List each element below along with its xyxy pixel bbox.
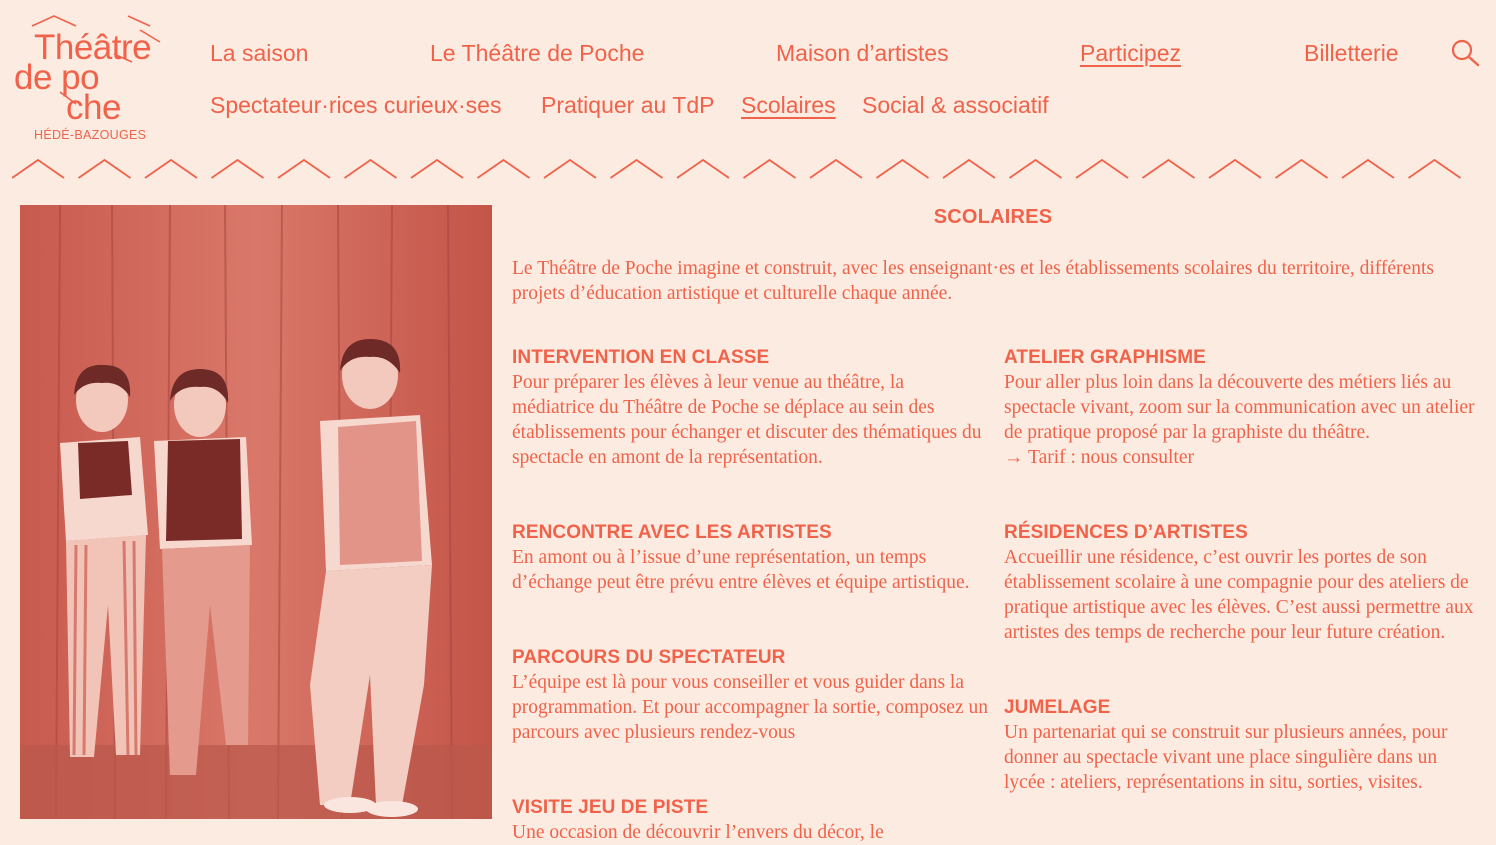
nav-billetterie[interactable]: Billetterie [1304,40,1399,66]
section-tarif: → Tarif : nous consulter [1004,447,1194,468]
subnav-scolaires[interactable]: Scolaires [741,92,836,118]
zigzag-chevron [611,160,663,178]
nav-maison-artistes[interactable]: Maison d’artistes [776,40,949,66]
section-text: L’équipe est là pour vous conseiller et vous guider dans la programmation. Et pour accompagner la sortie, composez un parcours avec plusieurs rendez-vous [512,672,988,743]
zigzag-chevron [877,160,929,178]
zigzag-chevron [411,160,463,178]
section-title: INTERVENTION EN CLASSE [512,347,770,368]
nav-participez[interactable]: Participez [1080,40,1181,66]
section-residences [1004,520,1480,645]
zigzag-chevron [810,160,862,178]
section-title: VISITE JEU DE PISTE [512,797,709,818]
zigzag-chevron [1342,160,1394,178]
section-title: PARCOURS DU SPECTATEUR [512,647,786,668]
section-parcours [512,645,988,745]
zigzag-chevron [544,160,596,178]
search-icon [1450,38,1482,70]
page-intro: Le Théâtre de Poche imagine et construit, avec les enseignant·es et les établissements scolaires du territoire, différents projets d’éducation artistique et culturelle chaque année. [512,258,1434,304]
logo-line-1: Théâtre [34,28,152,67]
section-jumelage [1004,695,1480,795]
zigzag-chevron [1076,160,1128,178]
subnav-pratiquer[interactable]: Pratiquer au TdP [541,92,715,118]
search-button[interactable] [1450,38,1482,70]
zigzag-divider [12,158,1484,182]
zigzag-chevron [12,160,64,178]
zigzag-chevron [744,160,796,178]
nav-la-saison[interactable]: La saison [210,40,309,66]
nav-theatre-de-poche[interactable]: Le Théâtre de Poche [430,40,645,66]
zigzag-chevron [943,160,995,178]
zigzag-chevron [145,160,197,178]
section-text: Pour aller plus loin dans la découverte des métiers liés au spectacle vivant, zoom sur la communication avec un atelier de pratique proposé par la graphiste du théâtre. [1004,372,1475,443]
zigzag-chevron [79,160,131,178]
section-atelier-graphisme [1004,345,1480,470]
zigzag-chevron [1276,160,1328,178]
section-title: RÉSIDENCES D’ARTISTES [1004,522,1248,543]
zigzag-chevron [278,160,330,178]
logo-line-3: che [66,88,121,127]
section-intervention [512,345,988,470]
section-text: Un partenariat qui se construit sur plusieurs années, pour donner au spectacle vivant une place singulière dans un lycée : ateliers, représentations in situ, sorties, visites. [1004,722,1448,793]
section-text: Accueillir une résidence, c’est ouvrir les portes de son établissement scolaire à une compagnie pour des ateliers de pratique artistique avec les élèves. C’est aussi permettre aux artistes des temps de recherche pour leur future création. [1004,547,1474,643]
zigzag-chevron [212,160,264,178]
section-visite [512,795,988,845]
zigzag-chevron [345,160,397,178]
page-title: SCOLAIRES [933,206,1053,228]
zigzag-chevron [1409,160,1461,178]
section-title: JUMELAGE [1004,697,1111,718]
subnav-social-associatif[interactable]: Social & associatif [862,92,1049,118]
site-logo[interactable] [10,12,172,148]
section-text: En amont ou à l’issue d’une représentation, un temps d’échange peut être prévu entre élèves et équipe artistique. [512,547,970,593]
hero-photo [20,205,492,819]
zigzag-chevron [1010,160,1062,178]
zigzag-chevron [1143,160,1195,178]
logo-city: HÉDÉ-BAZOUGES [34,128,147,142]
section-text: Une occasion de découvrir l’envers du décor, le [512,822,884,843]
zigzag-chevron [1209,160,1261,178]
section-text: Pour préparer les élèves à leur venue au théâtre, la médiatrice du Théâtre de Poche se déplace au sein des établissements pour échanger et discuter des thématiques du spectacle en amont de la représentation. [512,372,982,468]
section-rencontre [512,520,988,595]
subnav-spectateurs[interactable]: Spectateur·rices curieux·ses [210,92,502,118]
section-title: ATELIER GRAPHISME [1004,347,1206,368]
zigzag-chevron [478,160,530,178]
logo-line-2: de po [14,58,100,97]
section-title: RENCONTRE AVEC LES ARTISTES [512,522,832,543]
zigzag-chevron [677,160,729,178]
